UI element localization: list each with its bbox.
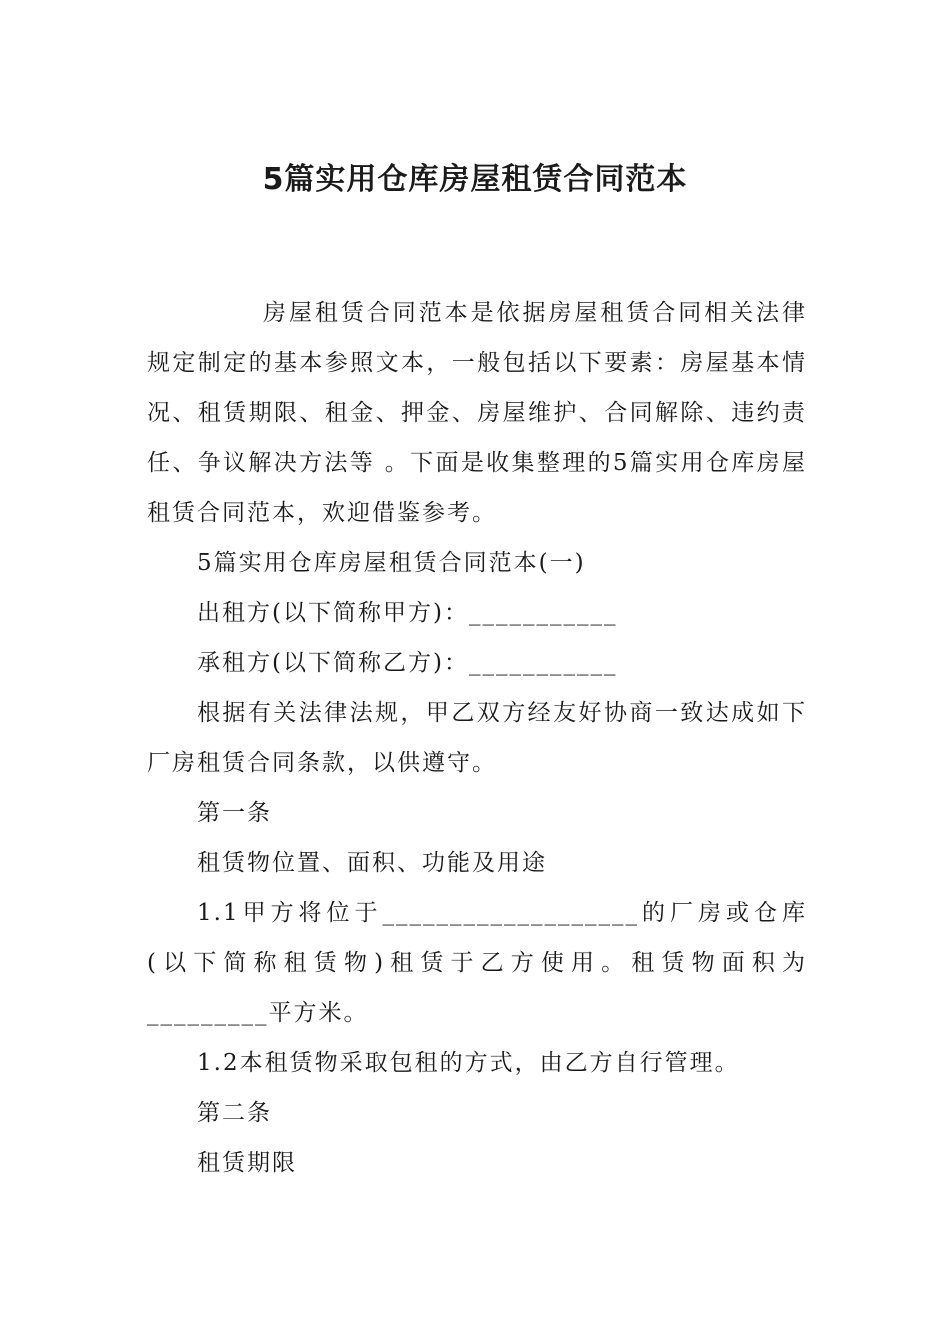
lessee-line: 承租方(以下简称乙方)：___________ (197, 650, 618, 676)
document-body (147, 288, 807, 1188)
clause-1-1: 1.1甲方将位于___________________的厂房或仓库(以下简称租赁物)租赁于乙方使用。租赁物面积为_________平方米。 (147, 900, 807, 1026)
section-heading: 5篇实用仓库房屋租赁合同范本(一) (197, 550, 586, 576)
clause-1-2: 1.2本租赁物采取包租的方式，由乙方自行管理。 (197, 1050, 740, 1076)
article-two-heading: 第二条 (197, 1100, 272, 1126)
article-one-title: 租赁物位置、面积、功能及用途 (197, 850, 547, 876)
article-one-heading: 第一条 (197, 800, 272, 826)
preamble-paragraph: 根据有关法律法规，甲乙双方经友好协商一致达成如下厂房租赁合同条款，以供遵守。 (147, 700, 807, 776)
intro-paragraph: 房屋租赁合同范本是依据房屋租赁合同相关法律规定制定的基本参照文本，一般包括以下要素：房屋基本情况、租赁期限、租金、押金、房屋维护、合同解除、违约责任、争议解决方法等 。下面是收集整理的5篇实用仓库房屋租赁合同范本，欢迎借鉴参考。 (147, 300, 807, 526)
document-title: 5篇实用仓库房屋租赁合同范本 (262, 162, 688, 197)
lessor-line: 出租方(以下简称甲方)：___________ (197, 600, 618, 626)
article-two-title: 租赁期限 (197, 1150, 297, 1176)
